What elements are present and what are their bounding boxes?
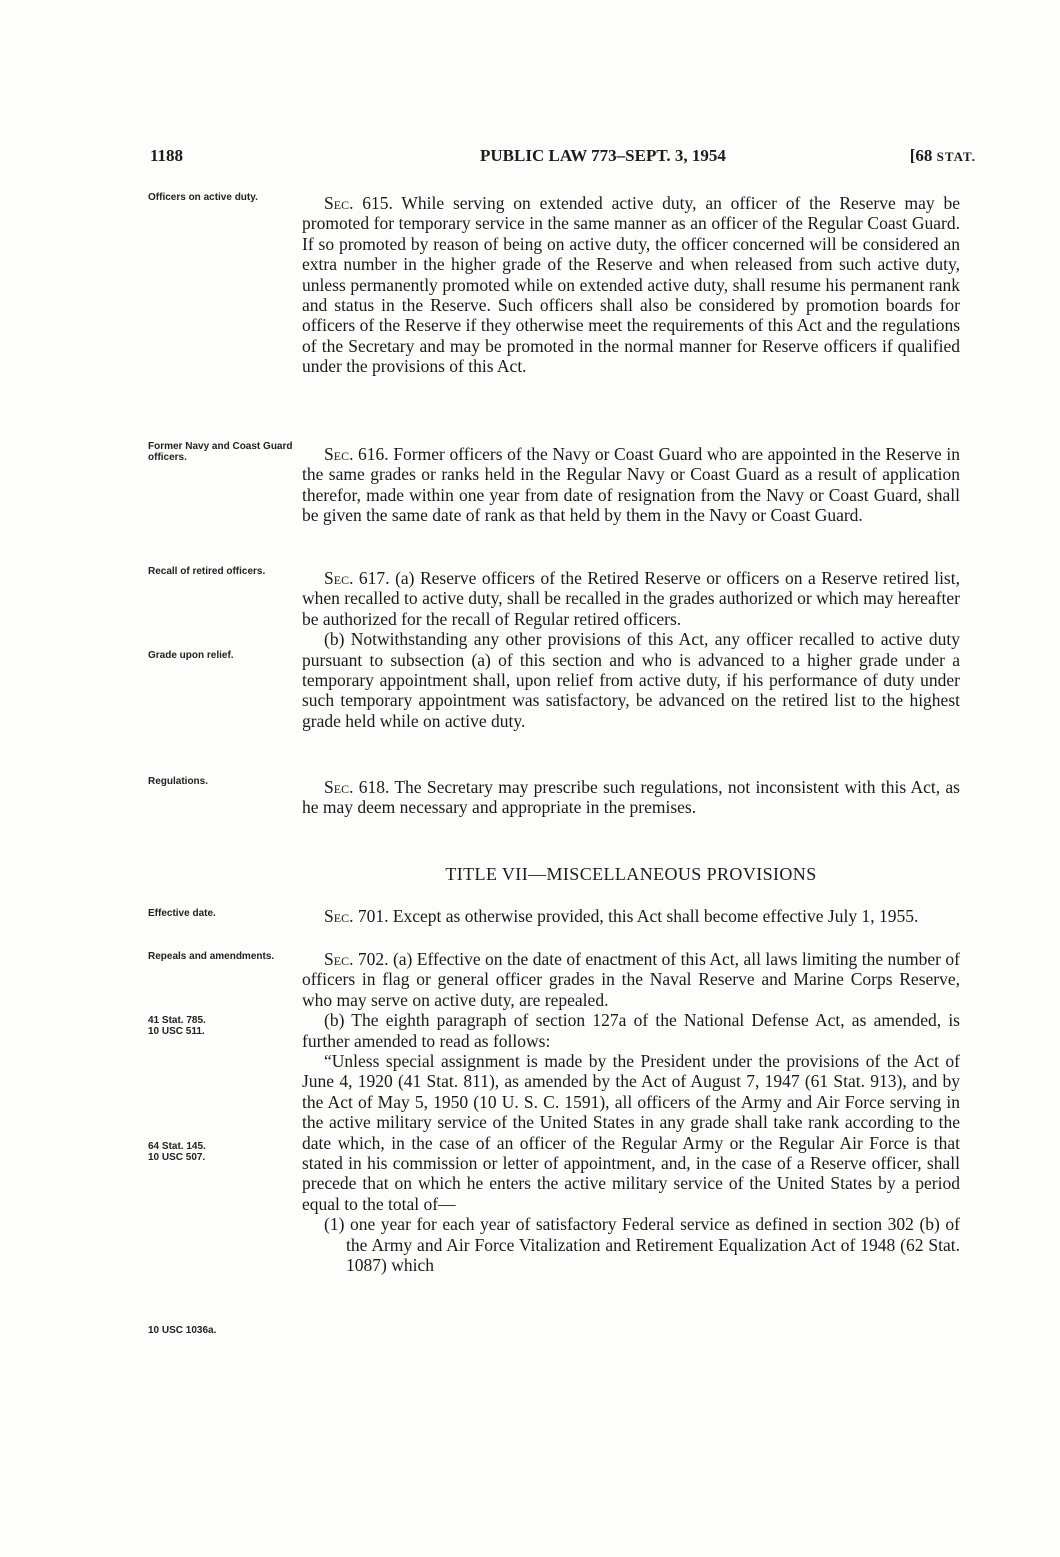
statute-volume [910,146,976,166]
section-702 [302,949,960,1276]
section-text: The Secretary may prescribe such regulations, not inconsistent with this Act, as he may deem necessary and appropriate in the premises. [302,777,960,818]
margin-note-repeals: Repeals and amendments. [148,951,275,962]
title-vii-heading: TITLE VII—MISCELLANEOUS PROVISIONS [445,864,817,884]
section-617-b: (b) Notwithstanding any other provisions of this Act, any officer recalled to active duty pursuant to subsection (a) of this section and who is advanced to a higher grade under a temporary appointment shall, upon relief from active duty, if his performance of duty under such temporary appointment was satisfactory, be advanced on the retired list to the highest grade held while on active duty. [302,629,960,731]
section-label: Sec. 616. [324,444,389,464]
section-text: While serving on extended active duty, an officer of the Reserve may be promoted for temporary service in the same manner as an officer of the Regular Coast Guard. If so promoted by reason of being on active duty, the officer concerned will be considered an extra number in the higher grade of the Reserve and when released from such active duty, unless permanently promoted while on extended active duty, shall resume his permanent rank and status in the Reserve. Such officers shall also be considered by promotion boards for officers of the Reserve if they otherwise meet the requirements of this Act and the regulations of the Secretary and may be promoted in the normal manner for Reserve officers if qualified under the provisions of this Act. [302,193,960,377]
running-title: PUBLIC LAW 773–SEPT. 3, 1954 [480,146,726,165]
margin-note-cite-64: 64 Stat. 145. 10 USC 507. [148,1141,206,1163]
clause-1: (1) one year for each year of satisfactory Federal service as defined in section 302 (b) of the Army and Air Force Vitalization and Retirement Equalization Act of 1948 (62 Stat. 1087) which [324,1214,960,1276]
margin-note-former-navy: Former Navy and Coast Guard officers. [148,441,293,463]
section-text: Former officers of the Navy or Coast Guard who are appointed in the Reserve in the same grades or ranks held in the Regular Navy or Coast Guard as a result of application therefor, made within one year from date of resignation from the Navy or Coast Guard, shall be given the same date of rank as that held by them in the Navy or Coast Guard. [302,444,961,526]
section-label: Sec. 701. [324,906,389,926]
section-label: Sec. 702. [324,949,389,969]
section-616 [302,444,960,526]
margin-note-recall-retired: Recall of retired officers. [148,566,266,577]
section-618 [302,777,960,818]
section-701 [302,906,960,926]
margin-note-cite-1036: 10 USC 1036a. [148,1325,217,1336]
section-702-b: (b) The eighth paragraph of section 127a of the National Defense Act, as amended, is further amended to read as follows: [302,1010,960,1051]
margin-note-grade-relief: Grade upon relief. [148,650,234,661]
section-617 [302,568,960,731]
statute-volume-suffix: STAT. [936,149,976,164]
margin-note-effective-date: Effective date. [148,908,216,919]
section-615 [302,193,960,377]
section-text: (a) Reserve officers of the Retired Reserve or officers on a Reserve retired list, when recalled to active duty, shall be recalled in the grades authorized or which may hereafter be authorized for the recall of Regular retired officers. [302,568,960,629]
section-text: (a) Effective on the date of enactment of this Act, all laws limiting the number of officers in flag or general officer grades in the Naval Reserve and Marine Corps Reserve, who may serve on active duty, are repealed. [302,949,961,1010]
section-text: Except as otherwise provided, this Act shall become effective July 1, 1955. [392,906,919,926]
section-label: Sec. 618. [324,777,390,797]
statute-volume-prefix: [68 [909,146,937,165]
page-number: 1188 [150,146,184,165]
quoted-paragraph: “Unless special assignment is made by the President under the provisions of the Act of June 4, 1920 (41 Stat. 811), as amended by the Act of August 7, 1947 (61 Stat. 913), and by the Act of May 5, 1950 (10 U. S. C. 1591), all officers of the Army and Air Force serving in the active military service of the United States in any grade shall take rank according to the date which, in the case of an officer of the Regular Army or the Regular Air Force is that stated in his commission or letter of appointment, and, in the case of a Reserve officer, shall precede that on which he enters the active military service of the United States by a period equal to the total of— [302,1051,960,1214]
margin-note-cite-41: 41 Stat. 785. 10 USC 511. [148,1015,206,1037]
running-header [150,146,976,170]
section-label: Sec. 617. [324,568,390,588]
margin-note-officers-active: Officers on active duty. [148,192,258,203]
margin-note-regulations: Regulations. [148,776,209,787]
section-label: Sec. 615. [324,193,393,213]
